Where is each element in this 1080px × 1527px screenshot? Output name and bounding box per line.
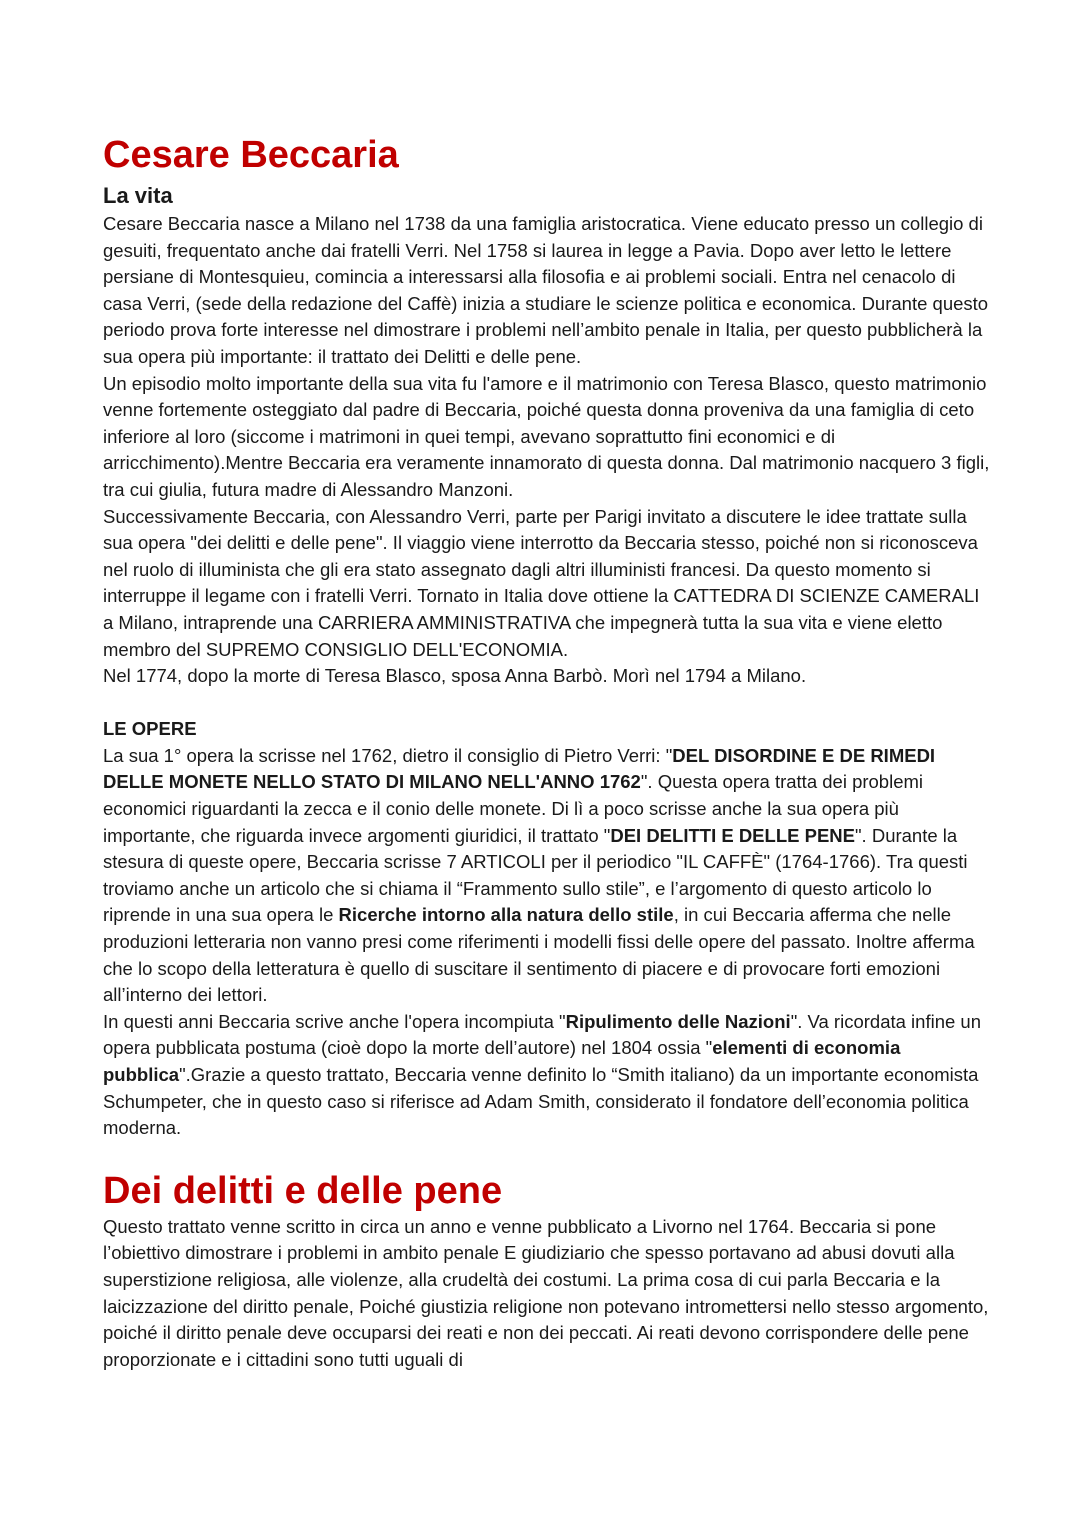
spacer <box>103 1142 993 1168</box>
vita-paragraph-1: Cesare Beccaria nasce a Milano nel 1738 da una famiglia aristocratica. Viene educato presso un collegio di gesuiti, frequentato anche dai fratelli Verri. Nel 1758 si laurea in legge a Pavia. Dopo aver letto le lettere persiane di Montesquieu, comincia a interessarsi alla filosofia e ai problemi sociali. Entra nel cenacolo di casa Verri, (sede della redazione del Caffè) inizia a studiare le scienze politica e economica. Durante questo periodo prova forte interesse nel dimostrare i problemi nell’ambito penale in Italia, per questo pubblicherà la sua opera più importante: il trattato dei Delitti e delle pene. <box>103 213 989 367</box>
section-heading-delitti: Dei delitti e delle pene <box>103 1169 503 1212</box>
bold-title-economia: elementi di economia pubblica <box>103 1037 901 1085</box>
section-heading-opere: LE OPERE <box>103 718 197 740</box>
bold-title-delitti: DEI DELITTI E DELLE PENE <box>610 824 855 846</box>
vita-paragraph-3: Successivamente Beccaria, con Alessandro Verri, parte per Parigi invitato a discutere le idee trattate sulla sua opera "dei delitti e delle pene". Il viaggio viene interrotto da Beccaria stesso, poiché non si riconosceva nel ruolo di illuminista che gli era stato assegnato dagli altri illuministi francesi. Da questo momento si interruppe il legame con i fratelli Verri. Tornato in Italia dove ottiene la CATTEDRA DI SCIENZE CAMERALI a Milano, intraprende una CARRIERA AMMINISTRATIVA che impegnerà tutta la sua vita e viene eletto membro del SUPREMO CONSIGLIO DELL'ECONOMIA. <box>103 505 980 660</box>
spacer <box>103 690 993 717</box>
bold-title-ricerche: Ricerche intorno alla natura dello stile <box>338 904 674 926</box>
bold-title-disordine: DEL DISORDINE E DE RIMEDI DELLE MONETE NELLO STATO DI MILANO NELL'ANNO 1762 <box>103 744 936 793</box>
delitti-paragraph-1: Questo trattato venne scritto in circa un anno e venne pubblicato a Livorno nel 1764. Beccaria si pone l’obiettivo dimostrare i problemi in ambito penale E giudiziario che spesso portavano ad abusi dovuti alla superstizione religiosa, alle violenze, alla crudeltà dei costumi. La prima cosa di cui parla Beccaria e la laicizzazione del diritto penale, Poiché giustizia religione non potevano intromettersi nello stesso argomento, poiché il diritto penale deve occuparsi dei reati e non dei peccati. Ai reati devono corrispondere delle pene proporzionate e i cittadini sono tutti uguali di <box>103 1215 989 1370</box>
opere-paragraph-1: La sua 1° opera la scrisse nel 1762, dietro il consiglio di Pietro Verri: "DEL DISORDINE E DE RIMEDI DELLE MONETE NELLO STATO DI MILANO NELL'ANNO 1762". Questa opera tratta dei problemi economici riguardanti la zecca e il conio delle monete. Di lì a poco scrisse anche la sua opera più importante, che riguarda invece argomenti giuridici, il trattato "DEI DELITTI E DELLE PENE". Durante la stesura di queste opere, Beccaria scrisse 7 ARTICOLI per il periodico "IL CAFFÈ" (1764-1766). Tra questi troviamo anche un articolo che si chiama il “Frammento sullo stile”, e l’argomento di questo articolo lo riprende in una sua opera le Ricerche intorno alla natura dello stile, in cui Beccaria afferma che nelle produzioni letteraria non vanno presi come riferimenti i modelli fissi delle opere del passato. Inoltre afferma che lo scopo della letteratura è quello di suscitare il sentimento di piacere e di provocare forti emozioni all’interno dei lettori. <box>103 744 975 1006</box>
vita-paragraph-4: Nel 1774, dopo la morte di Teresa Blasco, sposa Anna Barbò. Morì nel 1794 a Milano. <box>103 665 807 687</box>
bold-title-ripulimento: Ripulimento delle Nazioni <box>565 1010 791 1032</box>
opere-paragraph-2: In questi anni Beccaria scrive anche l'opera incompiuta "Ripulimento delle Nazioni". Va ricordata infine un opera pubblicata postuma (cioè dopo la morte dell’autore) nel 1804 ossia "elementi di economia pubblica".Grazie a questo trattato, Beccaria venne definito lo “Smith italiano) da un importante economista Schumpeter, che in questo caso si riferisce ad Adam Smith, considerato il fondatore dell’economia politica moderna. <box>103 1010 981 1139</box>
vita-paragraph-2: Un episodio molto importante della sua vita fu l'amore e il matrimonio con Teresa Blasco, questo matrimonio venne fortemente osteggiato dal padre di Beccaria, poiché questa donna proveniva da una famiglia di ceto inferiore al loro (siccome i matrimoni in quei tempi, avevano soprattutto fini economici e di arricchimento).Mentre Beccaria era veramente innamorato di questa donna. Dal matrimonio nacquero 3 figli, tra cui giulia, futura madre di Alessandro Manzoni. <box>103 372 990 500</box>
page-title: Cesare Beccaria <box>103 134 399 176</box>
section-heading-vita: La vita <box>103 183 173 208</box>
document-page <box>103 132 993 1373</box>
